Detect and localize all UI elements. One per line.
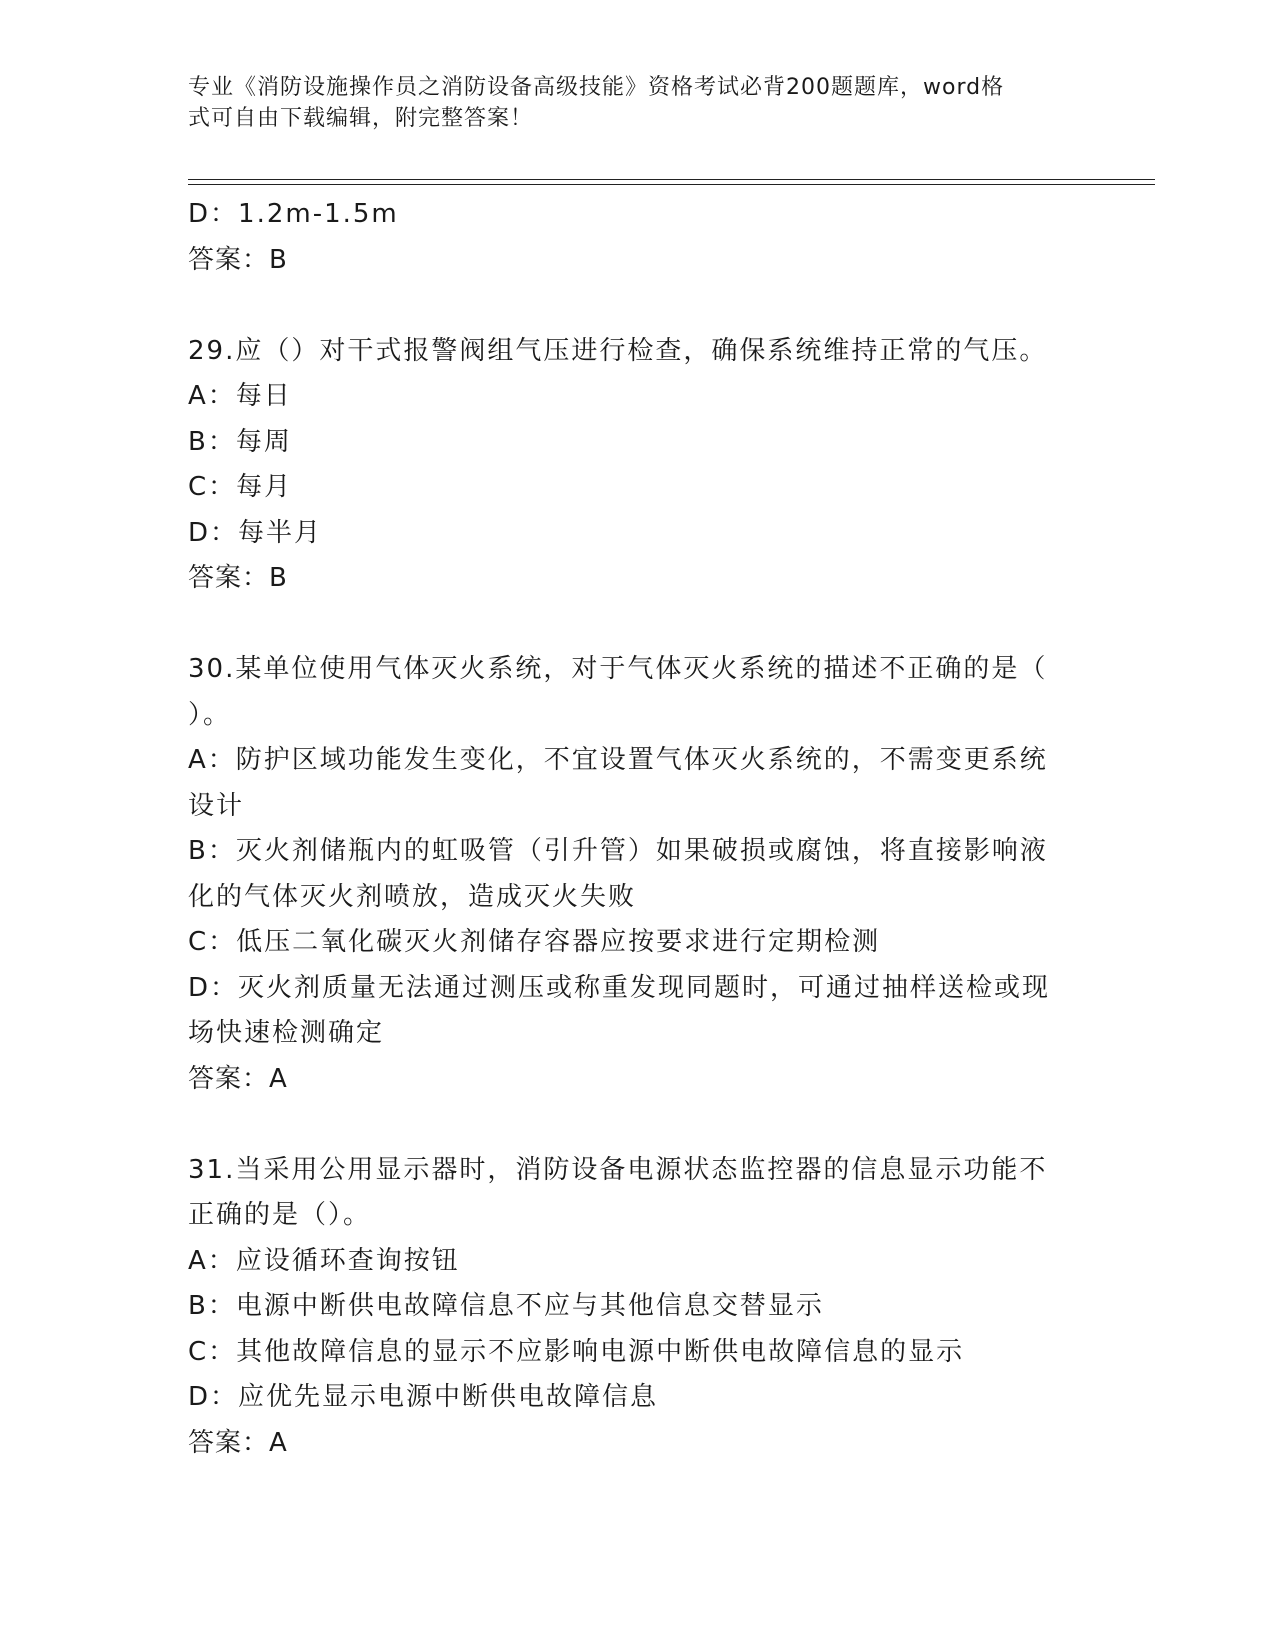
q29-option-b: B：每周 [188,426,292,457]
spacer [188,602,1088,648]
question-list [188,192,1088,1466]
q29-option-a: A：每日 [188,381,292,411]
q30-answer: 答案：A [188,1063,288,1094]
q30-option-a-line-1: A：防护区域功能发生变化，不宜设置气体灭火系统的，不需变更系统 [188,745,1048,775]
q31-stem-line-2: 正确的是（）。 [188,1200,372,1230]
header-rule-top [188,179,1155,180]
q30-option-c: C：低压二氧化碳灭火剂储存容器应按要求进行定期检测 [188,927,881,957]
header-line-1: 专业《消防设施操作员之消防设备高级技能》资格考试必背200题题库，word格 [188,75,1005,100]
q29-answer: 答案：B [188,563,288,593]
q31-option-d: D：应优先显示电源中断供电故障信息 [188,1382,659,1412]
header-line-2: 式可自由下载编辑，附完整答案！ [188,106,534,131]
q29-stem: 29.应（）对干式报警阀组气压进行检查，确保系统维持正常的气压。 [188,335,1048,366]
spacer [188,283,1088,329]
q30-option-b-line-1: B：灭火剂储瓶内的虹吸管（引升管）如果破损或腐蚀，将直接影响液 [188,836,1048,866]
q31-option-a: A：应设循环查询按钮 [188,1245,460,1276]
q30-option-d-line-2: 场快速检测确定 [188,1018,385,1048]
prev-answer: 答案：B [188,244,288,275]
q30-stem-line-2: ）。 [188,699,232,730]
q30-option-d-line-1: D：灭火剂质量无法通过测压或称重发现同题时，可通过抽样送检或现 [188,972,1051,1003]
q30-option-b-line-2: 化的气体灭火剂喷放，造成灭火失败 [188,881,637,912]
q29-option-c: C：每月 [188,472,293,502]
q30-stem-line-1: 30.某单位使用气体灭火系统，对于气体灭火系统的描述不正确的是（ [188,654,1048,684]
prev-option-d: D：1.2m-1.5m [188,199,399,229]
q31-option-c: C：其他故障信息的显示不应影响电源中断供电故障信息的显示 [188,1336,965,1367]
header-rule-bottom [188,184,1155,185]
q30-option-a-line-2: 设计 [188,790,245,821]
document-header [188,72,1068,134]
q31-stem-line-1: 31.当采用公用显示器时，消防设备电源状态监控器的信息显示功能不 [188,1154,1048,1185]
spacer [188,1102,1088,1148]
q29-option-d: D：每半月 [188,517,323,548]
q31-option-b: B：电源中断供电故障信息不应与其他信息交替显示 [188,1291,824,1321]
q31-answer: 答案：A [188,1427,288,1458]
